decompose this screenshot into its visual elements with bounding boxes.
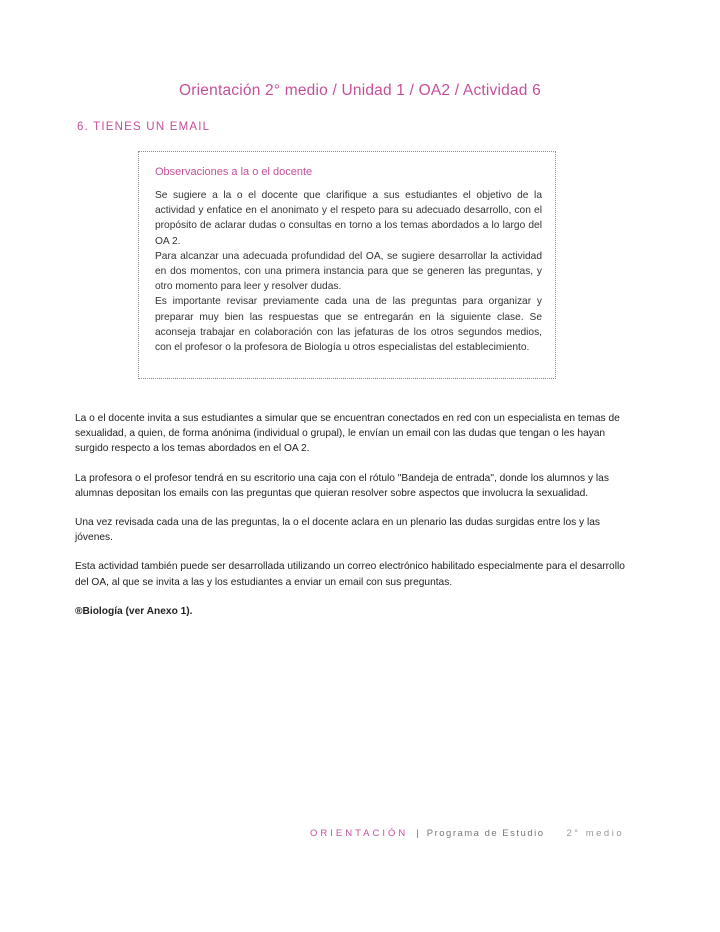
body-paragraph: La profesora o el profesor tendrá en su escritorio una caja con el rótulo "Bandeja de entrada", donde los alumnos y las alumnas depositan los emails con las preguntas que quieran resolver sobre aspectos que involucra la sexualidad. — [75, 472, 609, 499]
teacher-note-body — [155, 188, 542, 355]
teacher-note-paragraph: Para alcanzar una adecuada profundidad del OA, se sugiere desarrollar la actividad en dos momentos, con una primera instancia para que se generen las preguntas, y otro momento para leer y resolver dudas. — [155, 250, 542, 293]
annex-reference: ®Biología (ver Anexo 1). — [75, 605, 193, 617]
footer-subject: ORIENTACIÓN — [310, 828, 409, 839]
body-paragraph: La o el docente invita a sus estudiantes a simular que se encuentran conectados en red con un especialista en temas de sexualidad, a quien, de forma anónima (individual o grupal), le envían un email con las dudas que tengan o les hayan surgido respecto a los temas abordados en el OA 2. — [75, 413, 620, 455]
body-paragraph: Esta actividad también puede ser desarrollada utilizando un correo electrónico habilitado especialmente para el desarrollo del OA, al que se invita a las y los estudiantes a enviar un email con sus preguntas. — [75, 561, 625, 588]
section-heading: 6. TIENES UN EMAIL — [77, 121, 211, 133]
footer-program: Programa de Estudio — [426, 828, 545, 839]
footer-separator: | — [416, 828, 419, 839]
teacher-note-paragraph: Es importante revisar previamente cada una de las preguntas para organizar y preparar muy bien las respuestas que se entregarán en la siguiente clase. Se aconseja trabajar en colaboración con las jefaturas de los otros segundos medios, con el profesor o la profesora de Biología u otros especialistas del establecimiento. — [155, 296, 542, 354]
page-footer — [310, 828, 624, 839]
footer-level: 2° medio — [566, 828, 625, 839]
body-paragraph: Una vez revisada cada una de las preguntas, la o el docente aclara en un plenario las dudas surgidas entre los y las jóvenes. — [75, 517, 600, 544]
page-title: Orientación 2° medio / Unidad 1 / OA2 / Actividad 6 — [179, 82, 541, 99]
activity-description — [75, 411, 635, 633]
teacher-note-paragraph: Se sugiere a la o el docente que clarifique a sus estudiantes el objetivo de la actividad y enfatice en el anonimato y el respeto para su adecuado desarrollo, con el propósito de aclarar dudas o consultas en torno a los temas abordados a lo largo del OA 2. — [155, 190, 542, 247]
teacher-note-title: Observaciones a la o el docente — [155, 166, 313, 178]
teacher-note-box — [138, 151, 556, 379]
